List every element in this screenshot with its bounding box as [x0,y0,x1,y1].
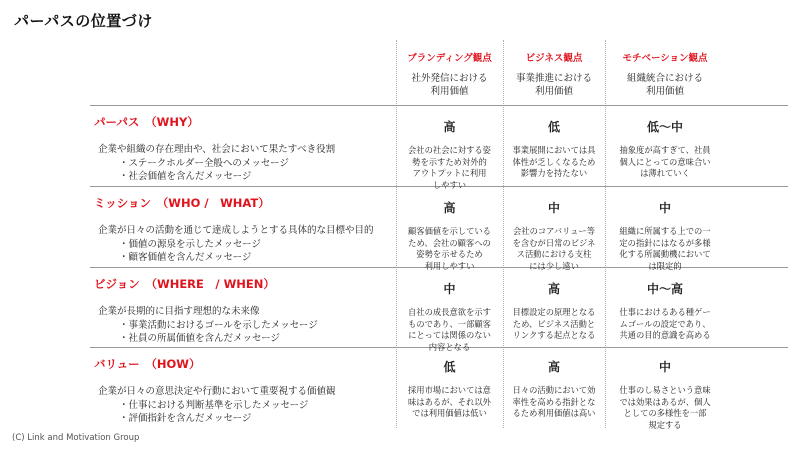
row-description [98,143,335,184]
cell-purpose-motivation [605,118,725,180]
cell-note-line: 利用しやすい [424,260,475,271]
cell-level: 高 [443,201,456,215]
cell-note-line: 勢を示すため対外的 [412,156,487,167]
row-description [98,385,336,426]
cell-note-line: ス活動における支柱 [516,249,592,259]
cell-note [605,307,725,342]
column-subtitle-line: 社外発信における [411,73,488,84]
cell-vision-branding [396,280,503,353]
cell-note-line: るため利用価値は高い [512,408,596,418]
cell-note-line: 共通の目的意識を高める [619,330,711,340]
column-header-branding [396,50,503,98]
cell-mission-branding [396,199,503,272]
cell-note-line: 内容となる [428,341,471,352]
row-title-value: バリュー （HOW） [94,357,201,371]
cell-note-line: ものであり、一部顧客 [408,318,491,329]
cell-value-motivation [605,358,725,431]
cell-level: 中〜高 [646,282,683,296]
cell-note-line: には少し遠い [529,260,579,271]
cell-note-line: 定の指針にはなるが多様 [619,237,711,248]
row-bullet: ・社会価値を含んだメッセージ [119,171,252,182]
row-bullet: ・事業活動におけるゴールを示したメッセージ [119,319,318,331]
cell-note-line: では利用価値は低い [412,408,487,418]
column-header-motivation [605,50,725,98]
cell-note-line: ムゴールの設定であり、 [619,318,711,329]
cell-note [396,385,503,420]
cell-note-line: 体性が乏しくなるため [512,156,596,167]
cell-note-line: 事業展開においては具 [512,145,596,155]
cell-vision-business [503,280,605,342]
cell-level: 中 [658,201,671,215]
cell-note-line: では効果はあるが、個人 [619,396,711,407]
cell-note-line: リンクする起点となる [512,330,596,340]
row-divider [90,105,788,106]
cell-note [396,226,503,272]
cell-note [605,145,725,180]
row-bullet: ・顧客価値を含んだメッセージ [119,252,252,263]
cell-note-line: は限定的 [648,260,682,271]
row-bullet: ・ステークホルダー全般へのメッセージ [119,157,289,169]
cell-note-line: 姿勢を示せるため [416,249,483,259]
cell-note-line: 採用市場においては意 [408,385,491,395]
cell-note-line: 味はあるが、それ以外 [408,396,491,407]
cell-value-branding [396,358,503,420]
cell-level: 高 [547,282,560,296]
column-subtitle-line: 利用価値 [645,85,684,97]
row-bullet: ・価値の源泉を示したメッセージ [119,238,261,250]
column-subtitle-line: 組織統合における [626,73,703,84]
row-title-vision: ビジョン （WHERE / WHEN） [94,277,275,291]
column-perspective: モチベーション観点 [622,53,708,64]
cell-vision-motivation [605,280,725,342]
cell-note [503,145,605,180]
row-description-main: 企業や組織の存在理由や、社会において果たすべき役割 [98,144,336,155]
cell-note-line: 化する所属動機において [619,249,711,259]
cell-note [605,226,725,272]
cell-level: 低〜中 [646,120,683,134]
cell-note-line: 顧客価値を示している [408,226,491,236]
row-bullet: ・仕事における判断基準を示したメッセージ [119,399,309,411]
column-subtitle-line: 利用価値 [430,85,469,97]
cell-note-line: 目標設定の原理となる [512,307,596,317]
column-subtitle [503,73,605,98]
row-description-main: 企業が長期的に目指す理想的な未来像 [98,306,260,317]
cell-note [503,226,605,272]
copyright-footer: (C) Link and Motivation Group [12,433,140,443]
column-header-business [503,50,605,98]
cell-purpose-business [503,118,605,180]
cell-level: 中 [547,201,560,215]
cell-note-line: を含むが日常のビジネ [512,237,596,248]
cell-note-line: 個人にとっての意味合い [619,156,711,167]
cell-note-line: 会社のコアバリュー等 [512,226,596,236]
cell-note-line: 自社の成長意欲を示す [408,307,491,317]
cell-level: 高 [443,120,456,134]
row-description-main: 企業が日々の活動を通じて達成しようとする具体的な目標や目的 [98,225,374,236]
cell-level: 中 [658,360,671,374]
cell-note [605,385,725,431]
cell-note-line: 仕事におけるある種ゲー [619,307,711,317]
cell-note [503,307,605,342]
cell-note-line: 影響力を持たない [520,168,588,178]
cell-note-line: 日々の活動において効 [512,385,596,395]
cell-note-line: は薄れていく [640,168,690,178]
column-subtitle [605,73,725,98]
cell-mission-business [503,199,605,272]
cell-note-line: ため、ビジネス活動と [512,318,596,329]
column-subtitle-line: 事業推進における [515,73,592,84]
column-perspective: ビジネス観点 [525,53,583,64]
cell-note-line: アウトプットに利用 [412,168,487,178]
column-subtitle-line: 利用価値 [534,85,573,97]
row-bullet: ・評価指針を含んだメッセージ [119,413,252,424]
row-description-main: 企業が日々の意思決定や行動において重要視する価値観 [98,386,336,397]
cell-note-line: 規定する [648,419,682,430]
cell-note-line: 組織に所属する上での一 [619,226,711,236]
cell-note-line: 抽象度が高すぎて、社員 [619,145,711,155]
cell-mission-motivation [605,199,725,272]
row-title-mission: ミッション （WHO / WHAT） [94,196,270,210]
column-subtitle [396,73,503,98]
cell-note-line: 率性を高める指針とな [512,396,596,407]
cell-note-line: しやすい [432,179,467,190]
cell-note [503,385,605,420]
cell-note [396,145,503,191]
cell-note-line: ため、会社の顧客への [408,237,491,248]
cell-level: 低 [547,120,560,134]
row-description [98,305,318,346]
cell-level: 高 [547,360,560,374]
cell-note-line: にとっては関係のない [408,330,491,340]
cell-value-business [503,358,605,420]
cell-note-line: 会社の社会に対する姿 [408,145,491,155]
cell-note-line: としての多様性を一部 [623,408,707,418]
cell-level: 中 [443,282,456,296]
page-title: パーパスの位置づけ [14,12,153,30]
row-description [98,224,374,265]
cell-note-line: 仕事のし易さという意味 [619,385,711,395]
row-title-purpose: パーパス （WHY） [94,115,199,129]
column-perspective: ブランディング観点 [407,53,492,64]
cell-note [396,307,503,353]
cell-level: 低 [443,360,456,374]
row-bullet: ・社員の所属価値を含んだメッセージ [119,333,280,344]
cell-purpose-branding [396,118,503,191]
